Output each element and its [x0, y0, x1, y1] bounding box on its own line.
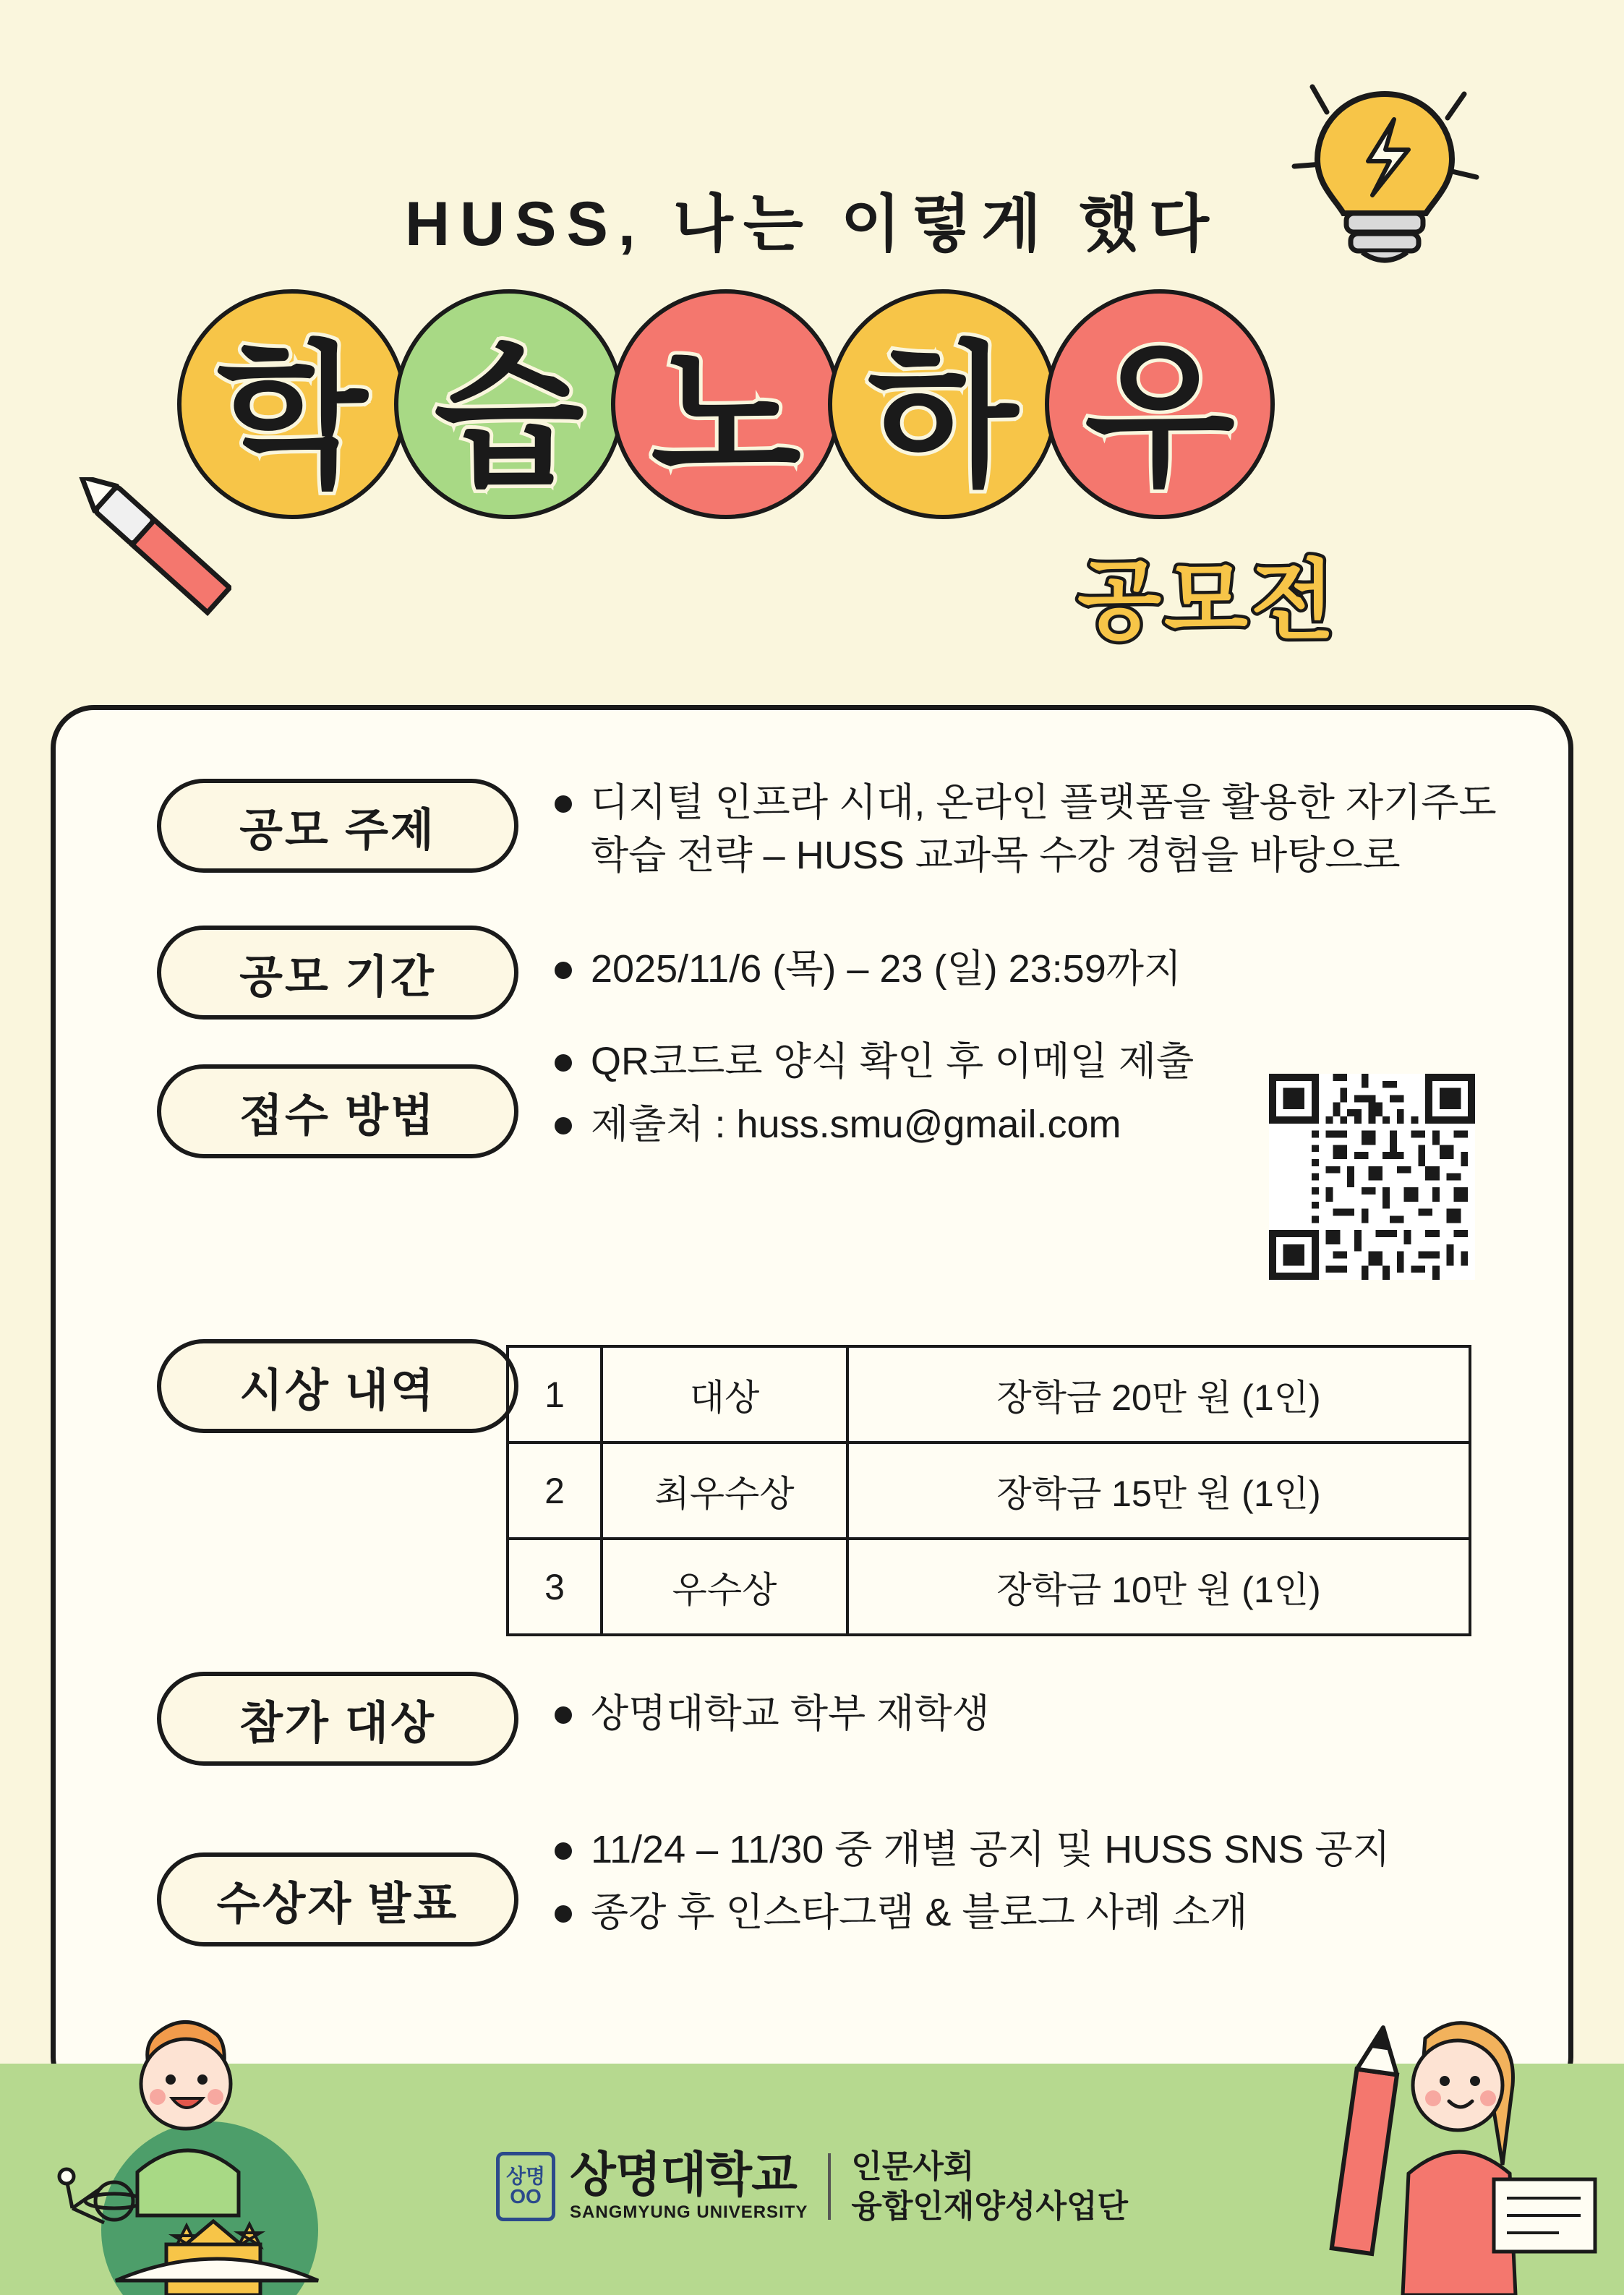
- bullet-item: [555, 1098, 1194, 1151]
- title-circles: [177, 289, 1471, 528]
- bullet-dot-icon: [555, 1706, 572, 1724]
- bullet-text: 2025/11/6 (목) – 23 (일) 23:59까지: [591, 947, 1182, 991]
- bullet-text: QR코드로 양식 확인 후 이메일 제출: [591, 1040, 1195, 1083]
- title-subword: 공모전: [1077, 552, 1338, 649]
- title-char-3: [611, 289, 841, 519]
- label-eligibility: 참가 대상: [157, 1672, 518, 1766]
- title-char-2: [394, 289, 624, 519]
- award-rank: 우수상: [602, 1539, 847, 1635]
- bullet-item: [555, 943, 1181, 996]
- bullet-text: 종강 후 인스타그램 & 블로그 사례 소개: [591, 1890, 1248, 1934]
- awards-table: [506, 1345, 1471, 1636]
- sangmyung-emblem-icon: [496, 2152, 555, 2221]
- title-char-1-text: 학: [217, 330, 367, 504]
- title-char-2-text: 습: [434, 330, 584, 504]
- emblem-top: 상명: [505, 2165, 546, 2187]
- award-prize: 장학금 15만 원 (1인): [847, 1443, 1470, 1539]
- title-char-4-text: 하: [868, 330, 1018, 504]
- content-period: [555, 943, 1181, 1006]
- organization-line-1: 인문사회: [851, 2149, 975, 2184]
- bullet-dot-icon: [555, 795, 572, 813]
- bullet-text-email[interactable]: 제출처 : huss.smu@gmail.com: [591, 1102, 1121, 1146]
- lightbulb-icon: [1287, 69, 1482, 278]
- table-row: [508, 1539, 1470, 1635]
- table-row: [508, 1443, 1470, 1539]
- award-no: 1: [508, 1346, 602, 1443]
- title-char-3-text: 노: [651, 330, 801, 504]
- university-name-en: SANGMYUNG UNIVERSITY: [570, 2202, 808, 2222]
- organization-line-2: 융합인재양성사업단: [851, 2189, 1128, 2224]
- label-awards: 시상 내역: [157, 1339, 518, 1433]
- award-rank: 최우수상: [602, 1443, 847, 1539]
- award-prize: 장학금 20만 원 (1인): [847, 1346, 1470, 1443]
- student-pencil-illustration: [1241, 1984, 1602, 2295]
- bullet-dot-icon: [555, 1905, 572, 1923]
- label-submission: 접수 방법: [157, 1064, 518, 1158]
- content-topic: [555, 777, 1523, 892]
- table-row: [508, 1346, 1470, 1443]
- bullet-item: [555, 1886, 1390, 1939]
- label-period: 공모 기간: [157, 926, 518, 1020]
- title-char-5-text: 우: [1085, 330, 1235, 504]
- bullet-item: [555, 777, 1523, 882]
- pencil-icon: [14, 477, 231, 687]
- award-no: 3: [508, 1539, 602, 1635]
- qr-code-icon[interactable]: [1269, 1074, 1475, 1280]
- logo-divider: [828, 2153, 831, 2220]
- bullet-text: 디지털 인프라 시대, 온라인 플랫폼을 활용한 자기주도 학습 전략 – HUSS 교과목 수강 경험을 바탕으로: [591, 781, 1497, 877]
- bullet-dot-icon: [555, 1117, 572, 1134]
- page-title: HUSS, 나는 이렇게 했다: [404, 189, 1220, 259]
- title-char-4: [828, 289, 1058, 519]
- award-prize: 장학금 10만 원 (1인): [847, 1539, 1470, 1635]
- bullet-dot-icon: [555, 1054, 572, 1072]
- bullet-item: [555, 1824, 1390, 1876]
- title-char-5: [1045, 289, 1275, 519]
- content-submission: [555, 1035, 1194, 1161]
- bullet-dot-icon: [555, 1842, 572, 1860]
- footer-logo: [496, 2147, 1128, 2226]
- award-no: 2: [508, 1443, 602, 1539]
- bullet-text: 상명대학교 학부 재학생: [591, 1692, 990, 1735]
- bullet-text: 11/24 – 11/30 중 개별 공지 및 HUSS SNS 공지: [591, 1828, 1390, 1871]
- student-reading-illustration: [29, 1991, 405, 2295]
- label-announcement: 수상자 발표: [157, 1852, 518, 1946]
- emblem-bottom: OO: [510, 2185, 542, 2208]
- university-name-block: [570, 2147, 808, 2223]
- university-name-ko: 상명대학교: [570, 2147, 797, 2201]
- award-rank: 대상: [602, 1346, 847, 1443]
- label-topic: 공모 주제: [157, 779, 518, 873]
- content-announcement: [555, 1824, 1390, 1949]
- bullet-item: [555, 1035, 1194, 1088]
- bullet-item: [555, 1688, 990, 1740]
- organization-name: [851, 2147, 1128, 2226]
- content-eligibility: [555, 1688, 990, 1751]
- bullet-dot-icon: [555, 962, 572, 979]
